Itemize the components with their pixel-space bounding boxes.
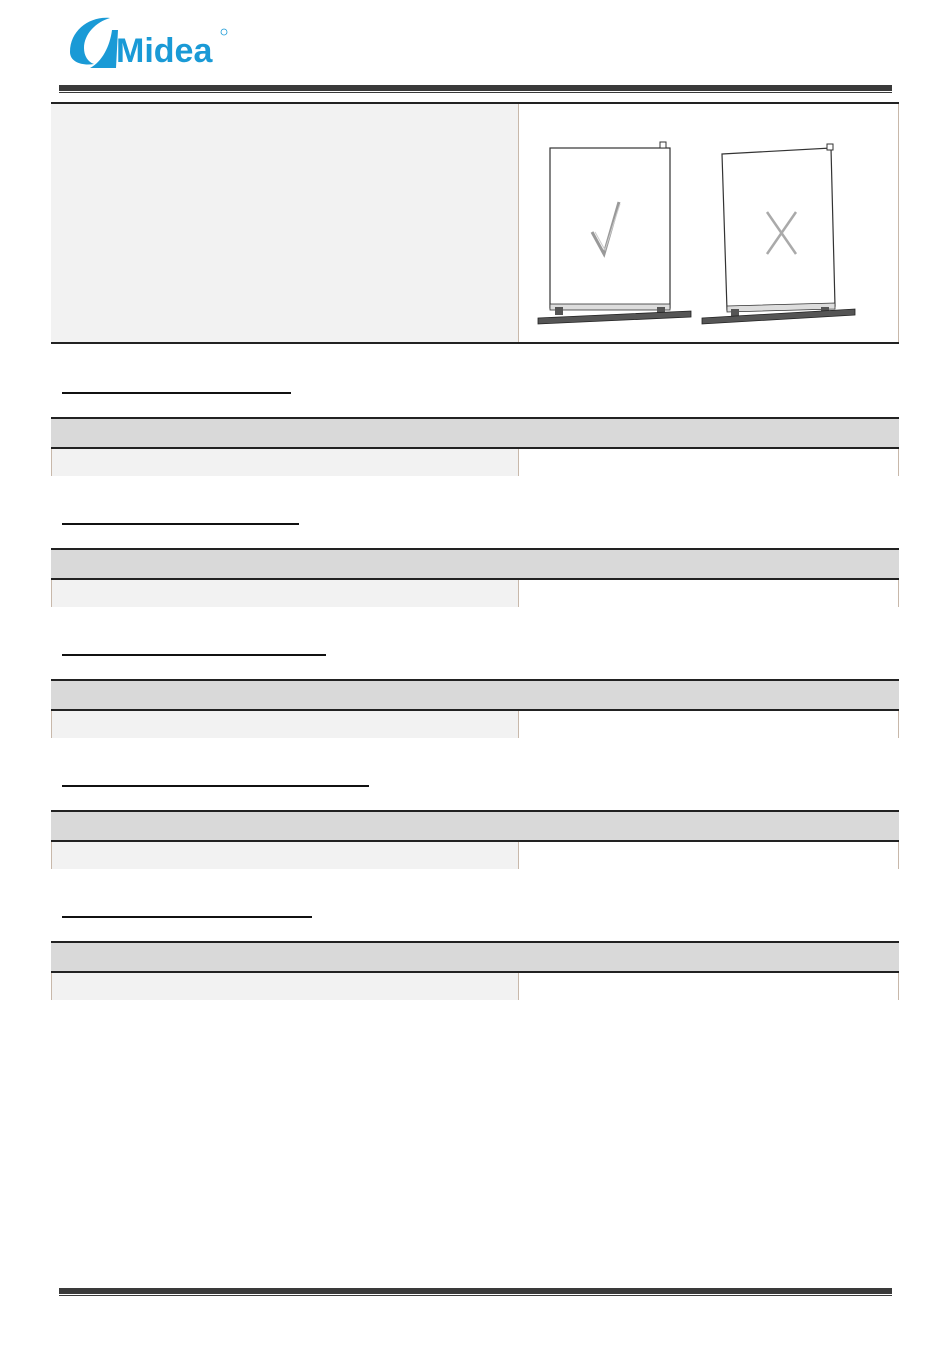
spec-table-header — [51, 943, 899, 973]
spec-value — [518, 580, 899, 607]
midea-logo — [66, 12, 236, 74]
spec-value — [518, 842, 899, 869]
spec-label — [51, 449, 518, 476]
installation-panel — [51, 102, 899, 344]
spec-table — [51, 417, 899, 476]
section-title — [62, 902, 312, 918]
installation-image-cell — [518, 104, 899, 342]
section-title — [62, 771, 369, 787]
footer-rule — [59, 1288, 892, 1294]
level-fridge-illustration — [538, 142, 691, 324]
spec-value — [518, 449, 899, 476]
spec-table — [51, 548, 899, 607]
section-title — [62, 640, 326, 656]
spec-row — [51, 973, 899, 1000]
spec-row — [51, 711, 899, 738]
spec-table — [51, 810, 899, 869]
spec-table-header — [51, 681, 899, 711]
spec-table — [51, 941, 899, 1000]
spec-label — [51, 973, 518, 1000]
spec-label — [51, 580, 518, 607]
spec-label — [51, 842, 518, 869]
level-installation-illustration — [519, 104, 898, 342]
logo-wordmark: Midea — [116, 32, 213, 70]
spec-value — [518, 973, 899, 1000]
spec-table-header — [51, 419, 899, 449]
spec-row — [51, 580, 899, 607]
header-rule — [59, 85, 892, 91]
spec-row — [51, 449, 899, 476]
tilted-fridge-illustration — [702, 144, 855, 324]
spec-table-header — [51, 812, 899, 842]
spec-label — [51, 711, 518, 738]
installation-text-cell — [51, 104, 518, 342]
spec-value — [518, 711, 899, 738]
section-title — [62, 509, 299, 525]
spec-row — [51, 842, 899, 869]
section-title — [62, 378, 291, 394]
spec-table — [51, 679, 899, 738]
spec-table-header — [51, 550, 899, 580]
